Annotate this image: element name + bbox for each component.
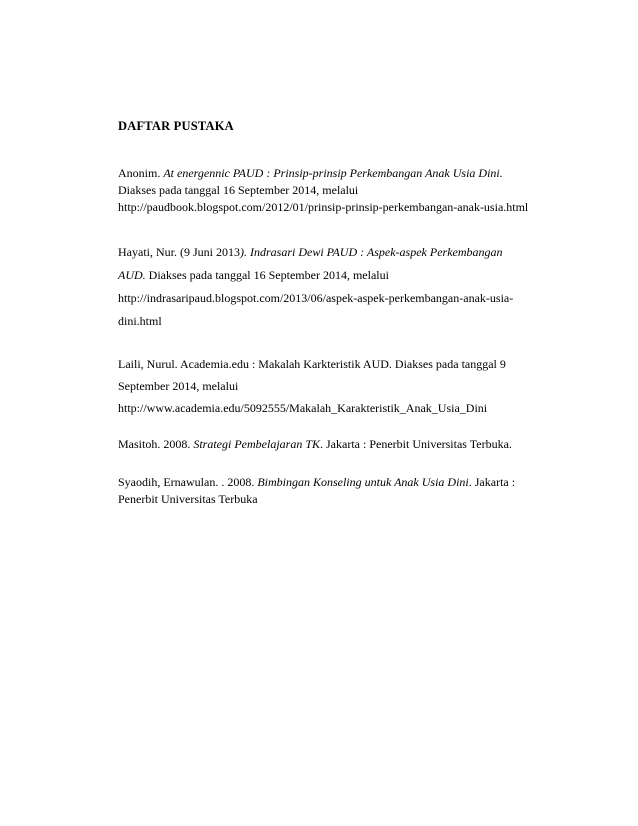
page-title: DAFTAR PUSTAKA [118, 119, 234, 133]
reference-line [118, 353, 558, 375]
reference-entry [118, 353, 558, 419]
reference-line [118, 474, 558, 491]
line-text: Laili, Nurul. Academia.edu : Makalah Karkteristik AUD. Diakses pada tanggal 9 [118, 357, 506, 371]
reference-line [118, 264, 558, 287]
line-title-italic: AUD. [118, 268, 146, 282]
reference-line [118, 165, 558, 182]
reference-entry [118, 474, 558, 508]
line-text-after: . Jakarta : [468, 475, 516, 489]
line-text: Masitoh. 2008. [118, 437, 194, 451]
line-text: Penerbit Universitas Terbuka [118, 492, 258, 506]
line-title-italic: Strategi Pembelajaran TK [193, 437, 321, 451]
line-title-italic: Bimbingan Konseling untuk Anak Usia Dini [257, 475, 469, 489]
reference-line [118, 241, 558, 264]
line-text: Anonim. [118, 166, 164, 180]
reference-url-line [118, 287, 558, 310]
reference-url-line [118, 199, 558, 216]
line-text: Diakses pada tanggal 16 September 2014, melalui [118, 183, 359, 197]
line-text: dini.html [118, 314, 162, 328]
line-text: Hayati, Nur. (9 Juni 2013 [118, 245, 240, 259]
line-text: http://paudbook.blogspot.com/2012/01/prinsip-prinsip-perkembangan-anak-usia.html [118, 200, 529, 214]
reference-entry [118, 436, 558, 453]
line-text: September 2014, melalui [118, 379, 239, 393]
reference-url-line [118, 397, 558, 419]
line-text: Syaodih, Ernawulan. . 2008. [118, 475, 258, 489]
line-title-italic: ). Indrasari Dewi PAUD : Aspek-aspek Perkembangan [240, 245, 503, 259]
reference-url-line [118, 310, 558, 333]
reference-line [118, 491, 558, 508]
line-title-italic: At energennic PAUD : Prinsip-prinsip Perkembangan Anak Usia Dini. [163, 166, 503, 180]
reference-entry [118, 165, 558, 216]
line-text: http://www.academia.edu/5092555/Makalah_Karakteristik_Anak_Usia_Dini [118, 401, 488, 415]
line-text-after: Diakses pada tanggal 16 September 2014, melalui [145, 268, 389, 282]
line-text-after: . Jakarta : Penerbit Universitas Terbuka. [320, 437, 512, 451]
line-text: http://indrasaripaud.blogspot.com/2013/06/aspek-aspek-perkembangan-anak-usia- [118, 291, 514, 305]
reference-entry [118, 241, 558, 333]
reference-line [118, 436, 558, 453]
reference-line [118, 375, 558, 397]
reference-line [118, 182, 558, 199]
